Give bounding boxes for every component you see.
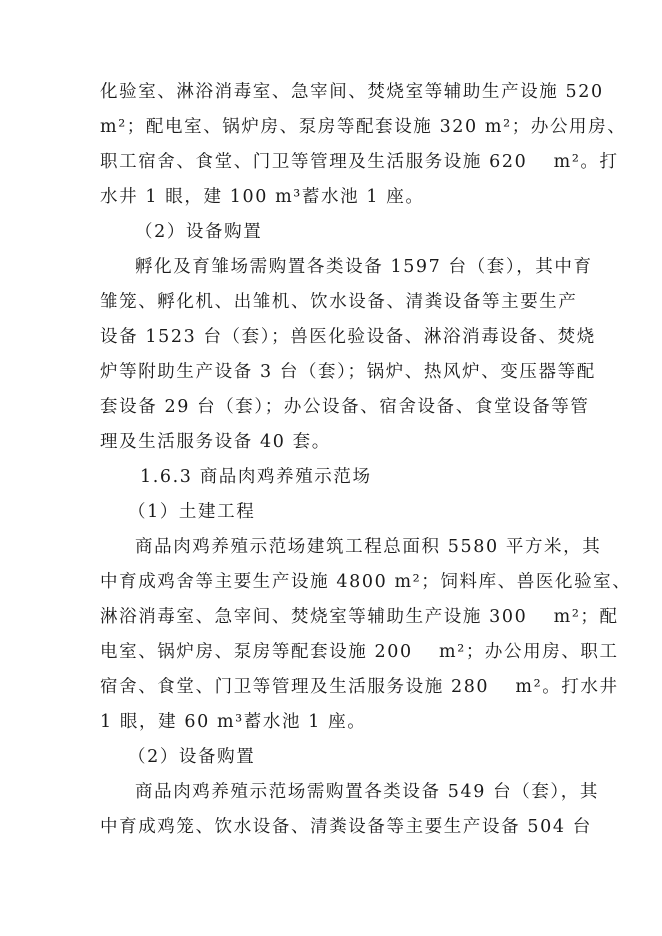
body-text-line: 中育成鸡舍等主要生产设施 4800 m²；饲料库、兽医化验室、 <box>100 572 632 592</box>
section-heading: （1）土建工程 <box>128 502 256 522</box>
body-text-line: m²；配电室、锅炉房、泵房等配套设施 320 m²；办公用房、 <box>100 117 627 137</box>
body-text-line: 电室、锅炉房、泵房等配套设施 200 m²；办公用房、职工 <box>100 642 619 662</box>
body-text-line: 商品肉鸡养殖示范场建筑工程总面积 5580 平方米，其 <box>135 537 602 557</box>
body-text-line: 炉等附助生产设备 3 台（套）；锅炉、热风炉、变压器等配 <box>100 362 596 382</box>
body-text-line: 孵化及育雏场需购置各类设备 1597 台（套），其中育 <box>135 257 593 277</box>
body-text-line: 设备 1523 台（套）；兽医化验设备、淋浴消毒设备、焚烧 <box>100 327 596 347</box>
body-text-line: 宿舍、食堂、门卫等管理及生活服务设施 280 m²。打水井 <box>100 677 619 697</box>
body-text-line: 中育成鸡笼、饮水设备、清粪设备等主要生产设备 504 台 <box>100 817 592 837</box>
section-heading: （2）设备购置 <box>135 222 263 242</box>
body-text-line: 化验室、淋浴消毒室、急宰间、焚烧室等辅助生产设施 520 <box>100 82 604 102</box>
body-text-line: 1 眼，建 60 m³蓄水池 1 座。 <box>100 712 367 732</box>
section-heading: 1.6.3 商品肉鸡养殖示范场 <box>140 467 372 487</box>
body-text-line: 职工宿舍、食堂、门卫等管理及生活服务设施 620 m²。打 <box>100 152 619 172</box>
body-text-line: 淋浴消毒室、急宰间、焚烧室等辅助生产设施 300 m²；配 <box>100 607 619 627</box>
body-text-line: 雏笼、孵化机、出雏机、饮水设备、清粪设备等主要生产 <box>100 292 578 312</box>
body-text-line: 套设备 29 台（套）；办公设备、宿舍设备、食堂设备等管 <box>100 397 590 417</box>
body-text-line: 水井 1 眼，建 100 m³蓄水池 1 座。 <box>100 187 425 207</box>
section-heading: （2）设备购置 <box>128 747 256 767</box>
body-text-line: 商品肉鸡养殖示范场需购置各类设备 549 台（套），其 <box>135 782 599 802</box>
body-text-line: 理及生活服务设备 40 套。 <box>100 432 331 452</box>
